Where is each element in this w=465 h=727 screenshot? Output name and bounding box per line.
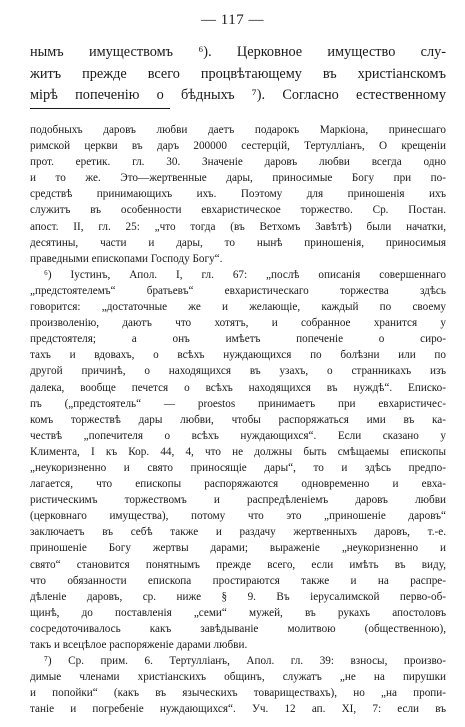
footnote-line: сосредоточивалось какъ завѣдыванiе молитвою (общественною), (30, 622, 446, 635)
footnote-line: такъ и всецѣлое распоряженiе дарами любви. (30, 639, 248, 651)
footnote-line: комъ торжествѣ дары любви, чтобы распоряжаться ими въ ка- (30, 413, 446, 426)
page-number: — 117 — (201, 12, 264, 28)
footnote-continuation (30, 122, 446, 267)
footnote-line: служитъ въ особенности евхаристическое торжество. Ср. Постан. (30, 204, 446, 217)
main-text-line: нымъ имуществомъ ⁶). Церковное имущество слу- (30, 44, 446, 60)
footnote-line: что обязанности епископа простираются также и на распре- (30, 574, 446, 587)
footnote-line: заключаетъ въ себѣ также и раздачу жертвенныхъ даровъ, т.-е. (30, 526, 446, 539)
footnote-line: ристическимъ торжествомъ и распредѣленiемъ даровъ любви (30, 494, 446, 507)
footnote-line: димые членами христiанскихъ общинъ, служатъ „не на пирушки (30, 671, 446, 684)
footnotes-block (30, 122, 446, 717)
footnote-line: (церковнаго имущества), потому что это „приношенiе даровъ“ (30, 510, 446, 523)
footnote-line: чествѣ „попечителя о всѣхъ нуждающихся“. Если сказано у (30, 429, 446, 442)
footnote-line: Климента, I къ Кор. 44, 4, что не должны быть смѣщаемы епископы (30, 445, 446, 458)
footnote-line: римской церкви въ даръ 200000 сестерцiй, Тертулліанъ, О крещеніи (30, 140, 446, 153)
footnote-line: лагается, что епископы распоряжаются одновременно и евха- (30, 478, 446, 491)
footnote-line: десятины, части и дары, то нынѣ приношенiя, приносимыя (30, 236, 446, 249)
footnote-line: щинѣ, до поставленiя „семи“ мужей, въ рукахъ апостоловъ (30, 606, 446, 619)
footnote-line: „предстоятелемъ“ братьевъ“ евхаристическаго торжества здѣсь (30, 284, 446, 297)
footnote-line: другой причинѣ, о находящихся въ узахъ, о странникахъ изъ (30, 365, 446, 378)
main-text-line: мiрѣ попеченiю о бѣдныхъ ⁷). Согласно естественному (30, 87, 446, 103)
footnote-line: апост. II, гл. 25: „что тогда (въ Ветхомъ Завѣтѣ) были начатки, (30, 220, 446, 233)
footnote-7 (30, 653, 446, 717)
footnote-line: далека, вообще печется о всѣхъ находящихся въ нуждѣ“. Еписко- (30, 381, 446, 394)
footnote-line: свято“ становится понятнымъ прежде всего, если имѣть въ виду, (30, 558, 446, 571)
footnote-line: средствѣ принимающихъ ихъ. Поэтому для приношенiя ихъ (30, 188, 446, 201)
footnote-line: подобныхъ даровъ любви даетъ подарокъ Маркiона, принесшаго (30, 124, 446, 136)
main-text-block (30, 42, 446, 107)
footnote-line: произволенiю, даютъ что хотятъ, и собранное хранится у (30, 317, 446, 330)
footnote-line: и то же. Это—жертвенные дары, приносимые Богу при по- (30, 172, 446, 185)
footnote-line: говорится: „достаточные же и желающiе, каждый по своему (30, 301, 446, 314)
footnote-line: танiе и погребенiе нуждающихся“. Уч. 12 ап. XI, 7: если въ (30, 703, 446, 716)
footnote-line: „неукоризненно и свято приносящiе дары“, то и здѣсь предпо- (30, 461, 446, 474)
footnote-line: ⁷) Ср. прим. 6. Тертулліанъ, Апол. гл. 39: взносы, произво- (44, 655, 446, 668)
footnote-line: ⁶) Iустинъ, Апол. I, гл. 67: „послѣ описанiя совершеннаго (44, 268, 446, 281)
main-text-line: житъ прежде всего процвѣтающему въ христiанскомъ (30, 65, 446, 82)
footnote-6 (30, 267, 446, 653)
footnote-line: прот. еретик. гл. 30. Значеніе даровъ любви всегда одно (30, 156, 446, 169)
footnote-line: тахъ и вдовахъ, о всѣхъ нуждающихся по болѣзни или по (30, 349, 446, 362)
footnote-line: дѣленiе даровъ, ср. ниже § 9. Въ iерусалимской перво-об- (30, 590, 446, 603)
footnote-separator (30, 108, 170, 109)
footnote-line: предстоятеля; а онъ имѣетъ попеченiе о сиро- (30, 333, 446, 346)
footnote-line: приношенiе Богу жертвы дарами; выраженiе „неукоризненно и (30, 542, 446, 555)
footnote-line: и попойки“ (какъ въ языческихъ товариществахъ), но „на пропи- (30, 687, 446, 700)
footnote-line: пъ („предстоятель“ — proestos принимаетъ при евхаристичес- (30, 397, 446, 410)
footnote-line: праведными епископами Господу Богу“. (30, 252, 223, 265)
